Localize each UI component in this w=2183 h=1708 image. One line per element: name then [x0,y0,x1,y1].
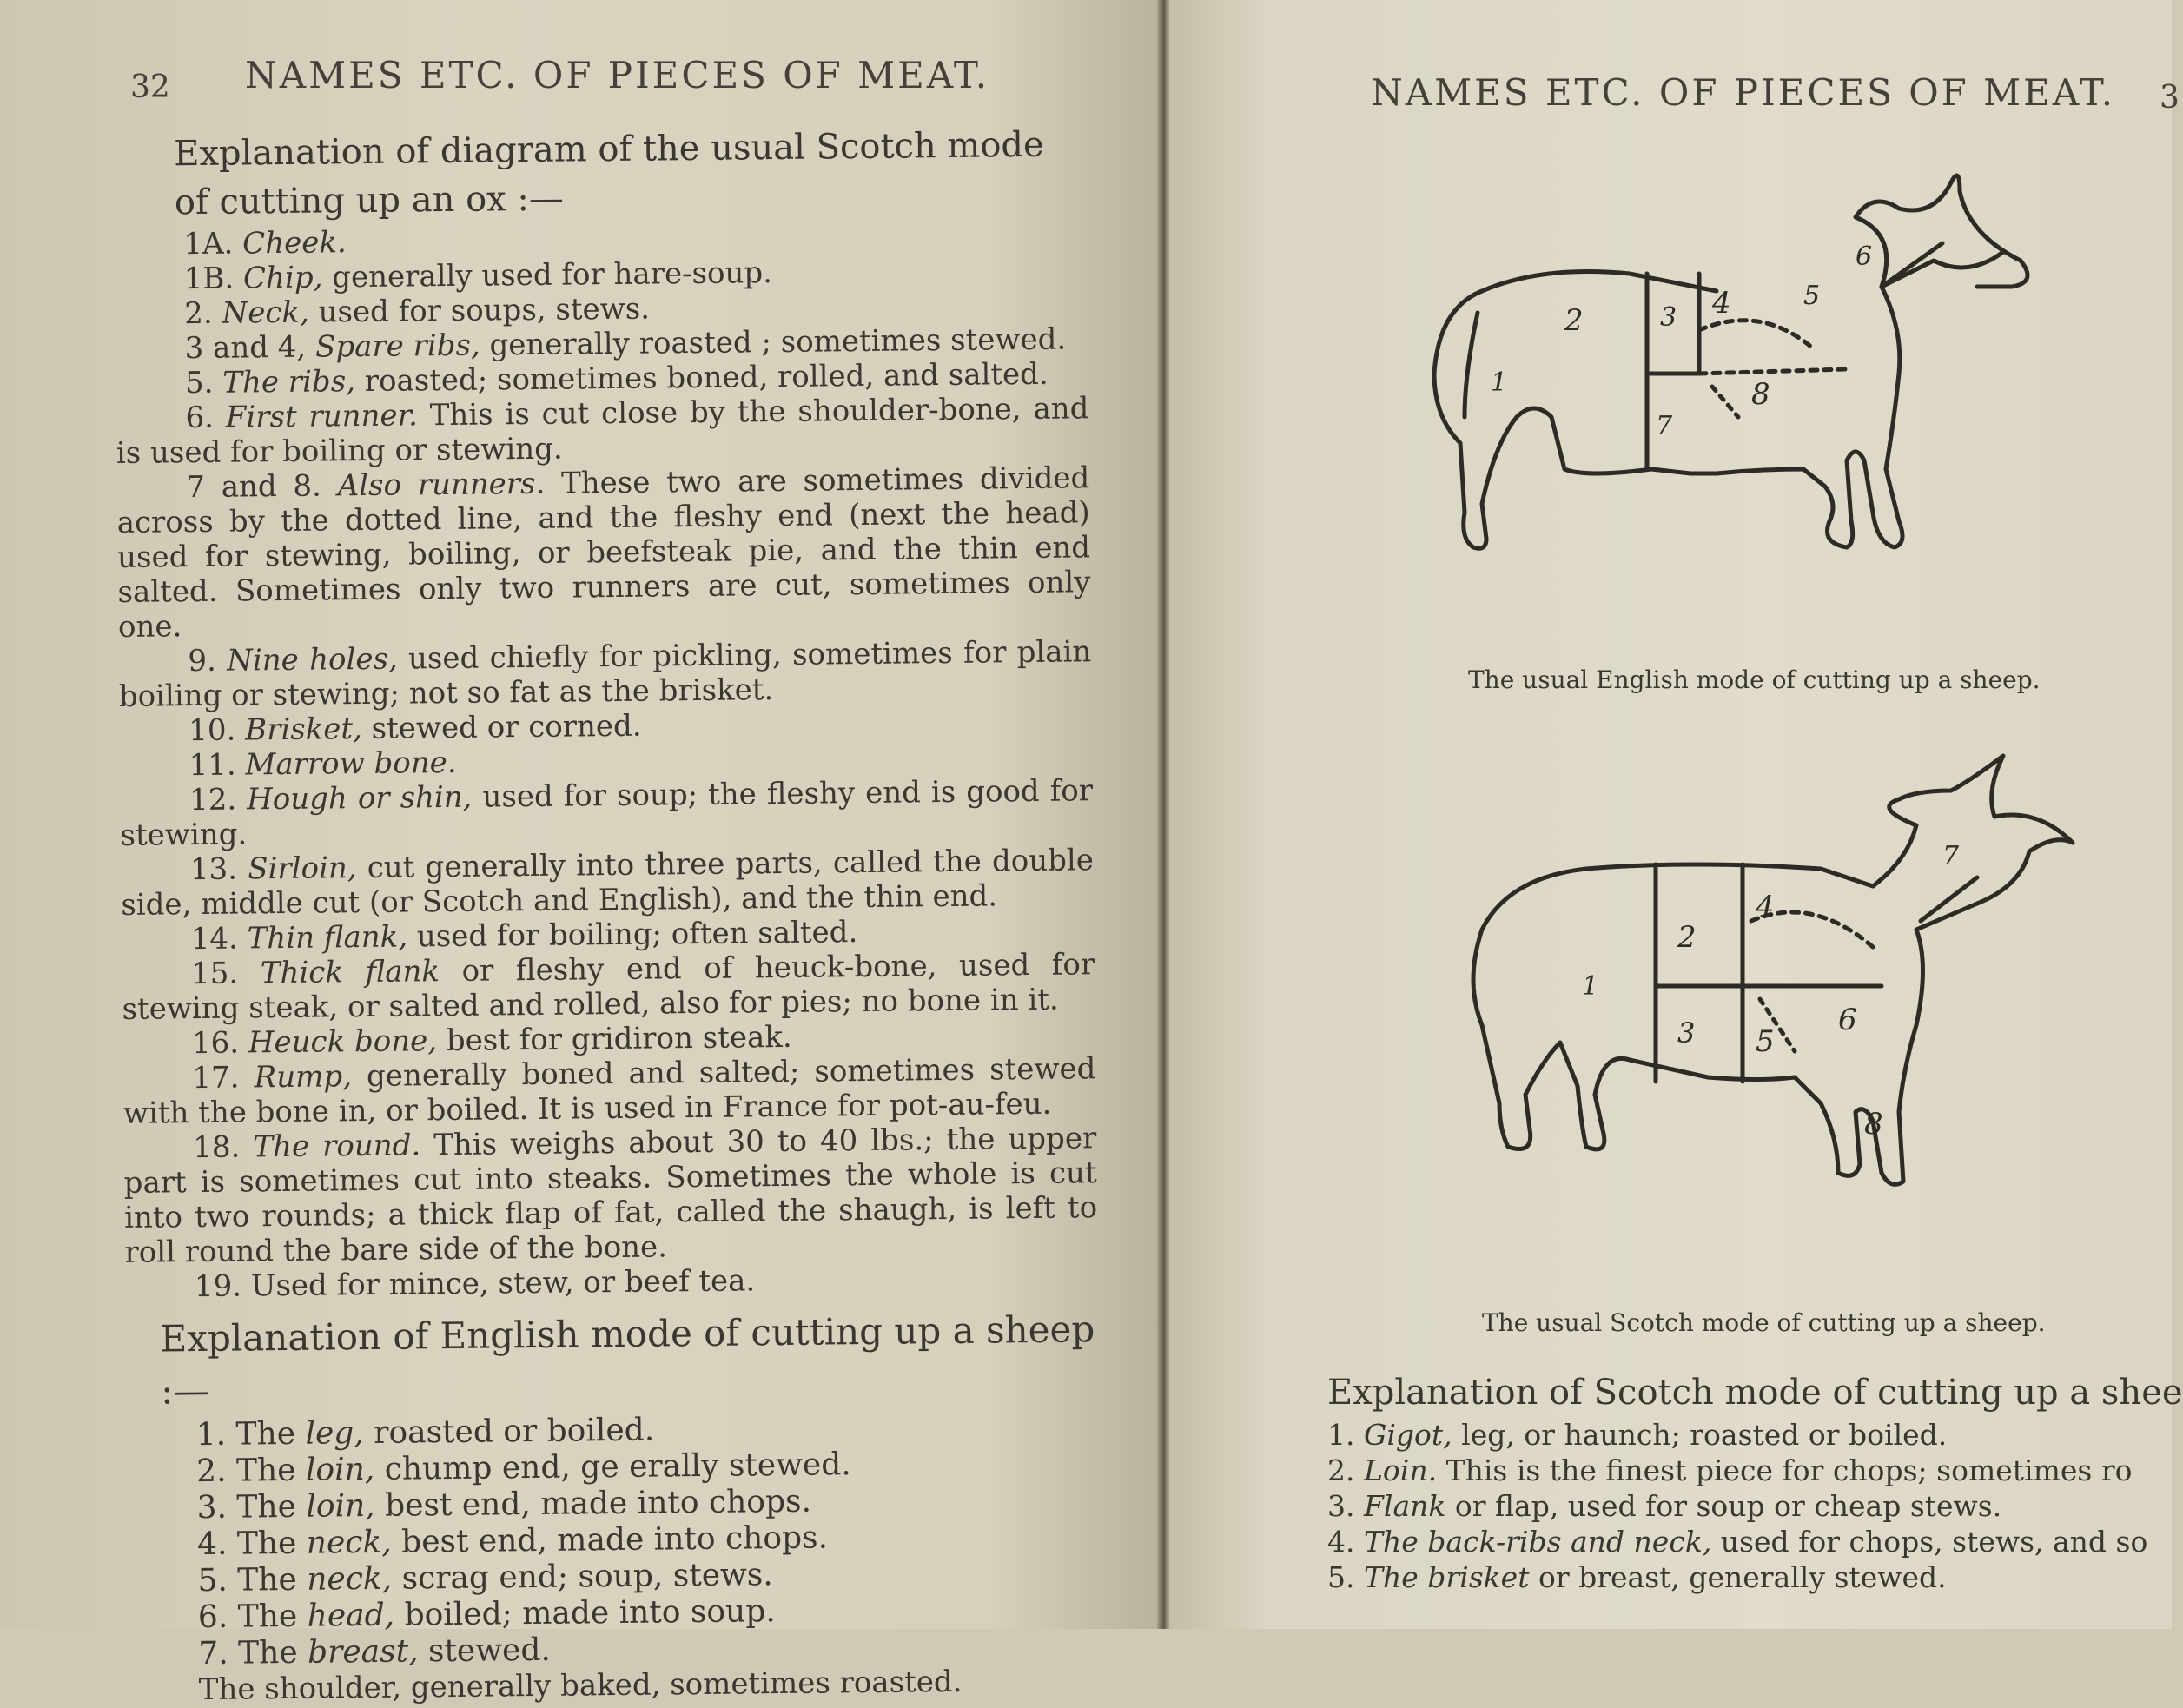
item-text: roasted; sometimes boned, rolled, and salted. [355,357,1049,399]
item-number: 7 and 8. [186,469,321,506]
item-number: 1. [196,1417,227,1453]
running-head-left: NAMES ETC. OF PIECES OF MEAT. [245,54,989,96]
item-term: loin, [306,1488,375,1525]
item-number: 5. [1327,1560,1355,1594]
list-item [120,773,1094,853]
diagram-label: 2 [1564,303,1584,338]
diagram-label: 8 [1751,377,1770,412]
item-term: The brisket [1364,1560,1529,1594]
list-item [118,634,1092,714]
list-item [123,1121,1098,1270]
item-text: used for soups, stews. [309,292,651,330]
scotch-caption: The usual Scotch mode of cutting up a sheep. [1482,1308,2046,1337]
english-sheep-diagram [1412,156,1968,643]
item-term: neck, [307,1525,392,1561]
item-text: roasted or boiled. [364,1413,655,1451]
list-item [122,1051,1096,1131]
item-number: 17. [192,1061,239,1096]
diagram-label: 4 [1755,890,1775,924]
item-term: Thick flank [261,954,440,990]
page-number: 32 [130,70,170,105]
item-number: 15. [191,957,238,992]
item-number: 3 and 4, [184,330,306,366]
running-head-right: NAMES ETC. OF PIECES OF MEAT. [1371,71,2115,114]
item-text: This is cut close by the shoulder-bone, and is used for boiling or stewing. [116,391,1089,471]
item-term: First runner. [226,398,419,434]
scotch-sheep-diagram [1430,738,2073,1294]
item-text: or breast, generally stewed. [1529,1560,1946,1594]
item-text: used for soup; the fleshy end is good for stewing. [120,773,1093,853]
item-number: 2. [1327,1453,1355,1487]
item-prefix: The [238,1599,308,1635]
item-number: 19. [195,1269,241,1305]
item-number: 1B. [184,261,235,297]
list-item [1327,1488,2179,1524]
item-text: best for gridiron steak. [437,1020,792,1058]
item-number: 2. [196,1453,227,1489]
list-item [1327,1559,2179,1595]
item-term: Heuck bone, [248,1023,438,1060]
item-number: 14. [191,922,238,957]
item-number: 4. [1327,1525,1355,1559]
page-number-fragment: 3 [2160,80,2180,116]
item-text: used for chops, stews, and so [1711,1525,2147,1559]
item-term: Loin. [1364,1453,1437,1487]
item-prefix: The [235,1416,305,1453]
item-text: These two are sometimes divided across by the dotted line, and the fleshy end (next the head) used for stewing, boiling, or beefsteak pie, and the thin end salted. Sometimes only two runners are cut, sometimes only one. [117,460,1091,645]
item-number: 6. [185,401,214,435]
item-prefix: The [238,1635,308,1672]
item-text: used chiefly for pickling, sometimes for plain boiling or stewing; not so fat as the brisket. [119,634,1092,714]
item-term: The back-ribs and neck, [1364,1525,1711,1559]
item-term: Chip, [243,260,323,295]
item-number: 6. [198,1599,228,1635]
diagram-label: 1 [1491,367,1507,398]
list-item [122,947,1095,1027]
diagram-label: 3 [1660,302,1677,333]
item-number: 2. [184,296,213,331]
item-text: cut generally into three parts, called the double side, middle cut (or Scotch and English), and the thin end. [121,843,1094,923]
item-number: 5. [185,366,214,401]
item-text: generally used for hare-soup. [322,255,772,295]
ox-heading: Explanation of diagram of the usual Scotch mode of cutting up an ox :— [113,120,1087,228]
item-term: Marrow bone. [245,745,456,783]
item-text: or flap, used for soup or cheap stews. [1445,1489,2001,1523]
head-outline [1873,756,2073,930]
english-caption: The usual English mode of cutting up a sheep. [1468,665,2041,694]
item-text: leg, or haunch; roasted or boiled. [1452,1418,1948,1452]
item-term: Cheek. [242,225,347,261]
item-text: stewed or corned. [362,709,642,746]
diagram-label: 1 [1582,971,1598,1002]
item-term: Nine holes, [227,642,398,679]
item-term: Neck, [222,295,309,331]
item-number: 1. [1327,1418,1355,1452]
item-term: Gigot, [1364,1418,1452,1452]
item-term: The ribs, [222,364,355,401]
item-text: stewed. [418,1632,551,1670]
item-text: best end, made into chops. [374,1484,811,1524]
item-number: 13. [190,852,237,888]
item-term: Flank [1364,1489,1445,1523]
item-term: loin, [306,1452,375,1488]
item-prefix: The [237,1562,307,1599]
item-term: leg, [305,1415,364,1452]
list-item [116,391,1089,471]
left-text-block [113,120,1102,1694]
item-term: Rump, [254,1059,352,1095]
diagram-label: 2 [1677,920,1697,955]
item-term: Sirloin, [248,851,357,886]
list-item [1327,1453,2179,1488]
item-term: Hough or shin, [247,780,473,818]
diagram-label: 5 [1803,281,1820,311]
item-number: 4. [197,1526,228,1562]
ox-item-list [114,217,1098,1305]
item-text: scrag end; soup, stews. [392,1557,773,1597]
item-text: chump end, ge erally stewed. [374,1447,851,1487]
item-number: 5. [197,1563,228,1599]
diagram-label: 7 [1942,841,1960,871]
item-term: Spare ribs, [315,328,480,365]
item-number: 12. [189,783,236,818]
item-number: 11. [189,748,235,784]
item-term: The round. [253,1128,420,1164]
item-term: head, [307,1598,394,1634]
list-item [1327,1417,2179,1453]
item-text: This weighs about 30 to 40 lbs.; the upper part is sometimes cut into steaks. Sometimes the whole is cut into two rounds; a thick flap of fat, called the shaugh, is left to roll round the bare side of the bone. [123,1121,1097,1270]
item-text: best end, made into chops. [392,1519,829,1559]
diagram-label: 6 [1856,242,1872,272]
item-term: Also runners. [337,467,545,503]
diagram-label: 8 [1864,1107,1883,1142]
cut-off-line: The shoulder, generally baked, sometimes roasted. [129,1663,1102,1694]
item-term: neck, [307,1561,392,1598]
item-number: 3. [1327,1489,1355,1523]
item-text: Used for mince, stew, or beef tea. [251,1263,756,1303]
sheep-item-list [127,1407,1102,1673]
item-number: 3. [196,1490,227,1526]
item-number: 18. [193,1130,240,1166]
scotch-heading: Explanation of Scotch mode of cutting up a shee [1327,1368,2179,1417]
item-prefix: The [236,1453,306,1489]
diagram-label: 7 [1656,411,1673,441]
list-item [1327,1524,2179,1559]
sheep-heading: Explanation of English mode of cutting up a sheep :— [125,1303,1099,1418]
head-outline [1856,175,2028,287]
item-term: Thin flank, [247,920,407,957]
item-number: 9. [188,644,216,679]
scotch-explanation [1327,1368,2179,1595]
item-text: used for boiling; often salted. [407,915,858,954]
list-item [121,843,1095,923]
item-prefix: The [237,1526,307,1562]
item-number: 10. [189,713,235,749]
item-prefix: The [236,1489,306,1526]
item-number: 7. [198,1636,228,1672]
item-number: 1A. [183,227,233,262]
item-text: or fleshy end of heuck-bone, used for stewing steak, or salted and rolled, also for pies; no bone in it. [122,947,1095,1027]
item-term: breast, [308,1633,419,1670]
item-text: generally boned and salted; sometimes stewed with the bone in, or boiled. It is used in France for pot-au-feu. [123,1051,1096,1131]
item-term: Brisket, [245,712,362,747]
item-text: This is the finest piece for chops; sometimes ro [1437,1453,2132,1487]
list-item [116,460,1091,645]
scotch-item-list [1327,1417,2179,1595]
item-number: 16. [192,1026,239,1062]
diagram-label: 6 [1838,1003,1857,1037]
diagram-label: 4 [1711,286,1731,321]
diagram-label: 3 [1677,1016,1695,1049]
item-text: generally roasted ; sometimes stewed. [480,322,1067,363]
diagram-label: 5 [1756,1024,1775,1059]
item-text: boiled; made into soup. [394,1593,776,1633]
